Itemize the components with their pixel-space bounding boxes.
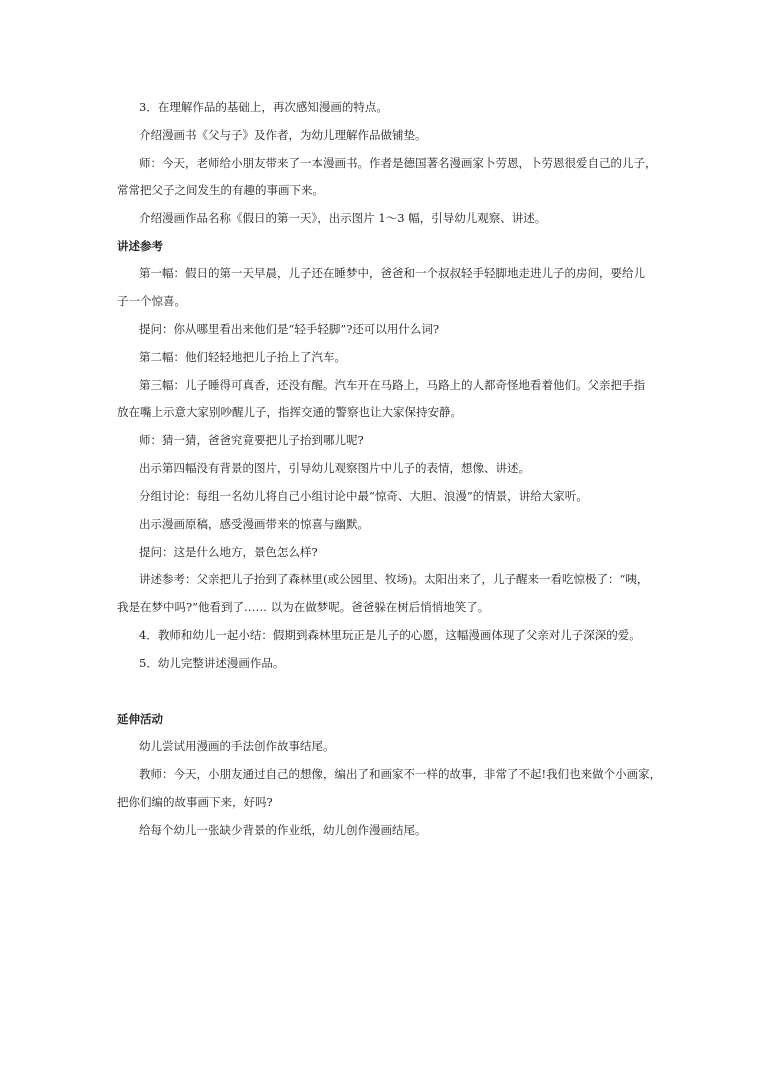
narration-reference-line-2: 我是在梦中吗?”他看到了…… 以为在做梦呢。爸爸躲在树后悄悄地笑了。: [117, 600, 490, 614]
question-2: 提问：这是什么地方，景色怎么样?: [139, 545, 318, 559]
extension-activity-heading: 延伸活动: [117, 712, 163, 726]
step-4-summary: 4．教师和幼儿一起小结：假期到森林里玩正是儿子的心愿，这幅漫画体现了父亲对儿子深深的爱。: [139, 628, 641, 642]
panel-4-intro: 出示第四幅没有背景的图片，引导幼儿观察图片中儿子的表情，想像、讲述。: [139, 461, 530, 475]
panel-1-line-2: 子一个惊喜。: [117, 294, 186, 308]
step-5: 5．幼儿完整讲述漫画作品。: [139, 656, 285, 670]
panel-2: 第二幅：他们轻轻地把儿子抬上了汽车。: [139, 350, 346, 364]
original-manuscript: 出示漫画原稿，感受漫画带来的惊喜与幽默。: [139, 517, 369, 531]
extension-worksheet: 给每个幼儿一张缺少背景的作业纸，幼儿创作漫画结尾。: [139, 823, 427, 837]
extension-teacher-line-2: 把你们编的故事画下来，好吗?: [117, 795, 273, 809]
panel-3-line-1: 第三幅：儿子睡得可真香，还没有醒。汽车开在马路上，马路上的人都奇怪地看着他们。父亲把手指: [139, 378, 645, 392]
comic-title-intro: 介绍漫画作品名称《假日的第一天》，出示图片 1～3 幅，引导幼儿观察、讲述。: [139, 211, 547, 225]
question-1: 提问：你从哪里看出来他们是“轻手轻脚”?还可以用什么词?: [139, 322, 440, 336]
comic-book-intro: 介绍漫画书《父与子》及作者，为幼儿理解作品做铺垫。: [139, 128, 427, 142]
extension-teacher-line-1: 教师：今天，小朋友通过自己的想像，编出了和画家不一样的故事，非常了不起!我们也来做个小画家，: [139, 767, 662, 781]
extension-attempt: 幼儿尝试用漫画的手法创作故事结尾。: [139, 739, 335, 753]
panel-1-line-1: 第一幅：假日的第一天早晨，儿子还在睡梦中，爸爸和一个叔叔轻手轻脚地走进儿子的房间，要给儿: [139, 266, 645, 280]
group-discussion: 分组讨论：每组一名幼儿将自己小组讨论中最“惊奇、大胆、浪漫”的情景，讲给大家听。: [139, 489, 588, 503]
panel-3-line-2: 放在嘴上示意大家别吵醒儿子，指挥交通的警察也让大家保持安静。: [117, 405, 462, 419]
step-3-paragraph: 3．在理解作品的基础上，再次感知漫画的特点。: [139, 100, 388, 114]
narration-reference-line-1: 讲述参考：父亲把儿子抬到了森林里(或公园里、牧场)。太阳出来了，儿子醒来一看吃惊极了：“咦，: [139, 572, 649, 586]
teacher-guess-question: 师：猜一猜，爸爸究竟要把儿子抬到哪儿呢?: [139, 433, 364, 447]
teacher-speech-line-2: 常常把父子之间发生的有趣的事画下来。: [117, 183, 324, 197]
narration-reference-heading: 讲述参考: [117, 239, 163, 253]
teacher-speech-line-1: 师：今天，老师给小朋友带来了一本漫画书。作者是德国著名漫画家卜劳恩，卜劳恩很爱自己的儿子，: [139, 156, 657, 170]
